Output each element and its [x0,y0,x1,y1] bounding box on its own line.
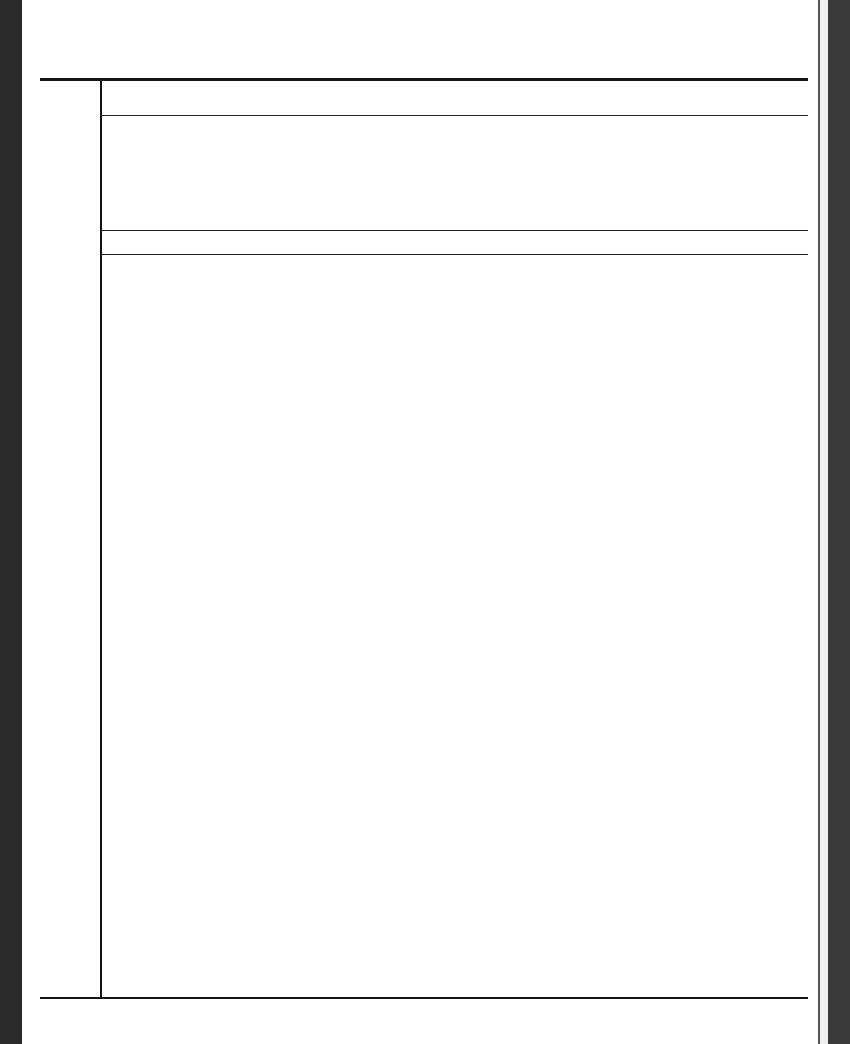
next-page-edge [818,0,828,1044]
stub-divider [100,80,102,998]
bottom-rule [40,997,808,999]
column-number-rule [101,254,808,255]
unit-rule [101,230,808,231]
book-spine-shadow [0,0,22,1044]
top-rule [40,78,808,81]
book-edge-shadow [828,0,850,1044]
group-rule [101,115,808,116]
